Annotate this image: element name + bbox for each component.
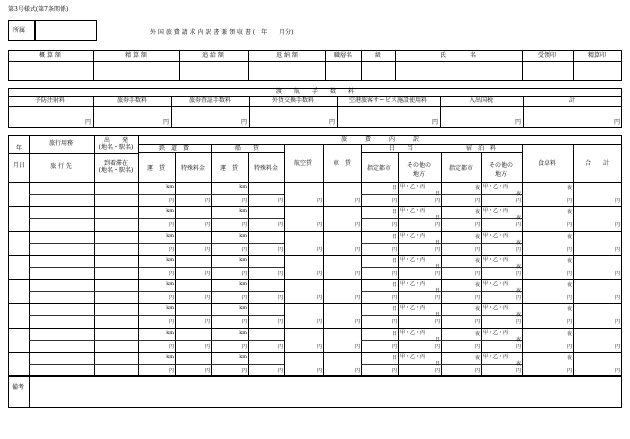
row-divider [8,328,622,329]
fee-header-vaccination: 予防注射料 [34,97,66,104]
row-half-divider [361,364,441,365]
lodging-other-night: 夜 [515,360,521,367]
lodging-designated-yen: 円 [474,198,480,205]
yen-unit: 円 [277,319,283,326]
yen-unit: 円 [204,319,210,326]
meal-night: 夜 [566,209,572,216]
yen-unit: 円 [354,367,360,374]
daily-other-day: 日 [434,312,440,319]
daily-other-yen: 円 [434,222,440,229]
row-half-divider [138,218,284,219]
affiliation-label: 所属 [13,27,26,34]
daily-designated-yen: 円 [391,343,397,350]
yen-unit: 円 [354,295,360,302]
yen-unit: 円 [168,343,174,350]
row-half-divider [361,267,441,268]
daily-other-day: 日 [434,191,440,197]
rail-km-unit: km [166,256,174,263]
meal-night: 夜 [566,330,572,337]
meal-yen: 円 [566,295,572,302]
lodging-other-night: 夜 [515,263,521,270]
lodging-designated-night: 夜 [474,185,480,191]
fee-yen-6: 円 [514,119,521,126]
summary-header-settlement: 精 算 額 [125,52,147,59]
yen-unit: 円 [354,270,360,277]
lodging-other-yen: 円 [515,319,521,326]
yen-unit: 円 [277,270,283,277]
daily-other-yen: 円 [434,295,440,302]
yen-unit: 円 [168,198,174,205]
yen-unit: 円 [241,319,247,326]
daily-other-day: 日 [434,239,440,246]
yen-unit: 円 [277,222,283,229]
daily-designated-yen: 円 [391,295,397,302]
rail-km-unit: km [166,353,174,360]
ship-km-unit: km [239,232,247,239]
row-half-divider [441,315,522,316]
summary-header-grade: 級 [374,52,382,59]
lodging-other-night: 夜 [515,191,521,197]
detail-arrival-label: 到着滞在 (地名・駅名) [98,160,134,174]
row-half-divider [29,291,138,292]
lodging-class-options: 甲・乙・丙 [483,208,509,215]
summary-header-settlement-seal: 精算印 [587,52,607,59]
meal-night: 夜 [566,185,572,191]
lodging-class-options: 甲・乙・丙 [483,256,509,263]
daily-other-yen: 円 [434,246,440,253]
daily-other-day: 日 [434,288,440,294]
daily-class-options: 甲・乙・丙 [400,353,426,360]
ship-km-unit: km [239,305,247,312]
daily-other-label: その他の 地方 [406,162,432,178]
meal-night: 夜 [566,233,572,240]
daily-designated-yen: 円 [391,222,397,229]
row-half-divider [361,291,441,292]
meal-yen: 円 [566,198,572,205]
row-half-divider [138,267,284,268]
rail-km-unit: km [166,232,174,239]
fee-header-departure-tax: 入出国税 [468,97,494,104]
form-title: 外 国 旅 費 請 求 内 訳 書 兼 領 収 書 ( 年 月分) [150,29,294,36]
total-yen: 円 [614,198,620,205]
summary-header-position: 職層名 [333,52,353,59]
yen-unit: 円 [277,246,283,253]
yen-unit: 円 [241,295,247,302]
row-divider [8,255,622,256]
lodging-class-options: 甲・乙・丙 [483,184,509,190]
rail-km-unit: km [166,184,174,190]
yen-unit: 円 [204,246,210,253]
fee-yen-5: 円 [431,119,438,126]
lodging-class-options: 甲・乙・丙 [483,353,509,360]
lodging-designated-yen: 円 [474,222,480,229]
total-yen: 円 [614,246,620,253]
meal-label: 食卓料 [537,160,557,167]
fee-yen-7: 円 [613,119,620,126]
daily-other-day: 日 [434,360,440,367]
lodging-designated-night: 夜 [474,330,480,337]
yen-unit: 円 [204,343,210,350]
daily-other-yen: 円 [434,198,440,205]
row-divider [8,303,622,304]
total-yen: 円 [614,343,620,350]
summary-header-refund: 返 納 額 [276,52,298,59]
air-fare-label: 航空賃 [293,160,313,167]
row-half-divider [29,267,138,268]
daily-other-yen: 円 [434,270,440,277]
row-half-divider [361,194,441,195]
rail-special-label: 特殊料金 [180,165,206,172]
detail-departure-label: 出 発 (地名・駅名) [98,137,134,151]
lodging-designated-yen: 円 [474,295,480,302]
lodging-designated-yen: 円 [474,319,480,326]
yen-unit: 円 [204,222,210,229]
lodging-designated-night: 夜 [474,257,480,264]
row-half-divider [361,243,441,244]
daily-designated-yen: 円 [391,319,397,326]
lodging-other-night: 夜 [515,312,521,319]
ship-km-unit: km [239,256,247,263]
yen-unit: 円 [316,343,322,350]
yen-unit: 円 [241,246,247,253]
summary-divider [8,61,622,62]
row-half-divider [441,194,522,195]
detail-year-label: 年 [15,145,23,152]
daily-designated-day: 日 [391,209,397,216]
lodging-other-label: その他の 地方 [488,162,514,178]
ship-km-unit: km [239,329,247,336]
yen-unit: 円 [168,319,174,326]
meal-night: 夜 [566,354,572,361]
meal-yen: 円 [566,246,572,253]
yen-unit: 円 [168,367,174,374]
row-half-divider [441,267,522,268]
summary-header-estimate: 概 算 額 [39,52,61,59]
row-half-divider [441,364,522,365]
row-divider [8,352,622,353]
daily-designated-yen: 円 [391,367,397,374]
yen-unit: 円 [354,319,360,326]
daily-designated-day: 日 [391,257,397,264]
lodging-other-night: 夜 [515,336,521,343]
summary-header-receipt-seal: 受領印 [537,52,557,59]
lodging-designated-yen: 円 [474,246,480,253]
yen-unit: 円 [241,198,247,205]
yen-unit: 円 [354,222,360,229]
fee-yen-1: 円 [84,119,91,126]
daily-class-options: 甲・乙・丙 [400,256,426,263]
yen-unit: 円 [204,198,210,205]
yen-unit: 円 [204,367,210,374]
ship-km-unit: km [239,208,247,215]
fee-yen-4: 円 [328,119,335,126]
fee-yen-2: 円 [162,119,169,126]
detail-rail-title: 鉄 道 費 [158,145,190,152]
affiliation-label-cell [8,20,35,41]
rail-km-unit: km [166,281,174,287]
summary-table [8,50,622,81]
fee-header-visa: 旅券査証手数料 [188,97,232,104]
yen-unit: 円 [316,246,322,253]
row-half-divider [138,243,284,244]
daily-designated-day: 日 [391,185,397,191]
yen-unit: 円 [168,270,174,277]
row-half-divider [138,194,284,195]
row-half-divider [29,194,138,195]
ship-fare-label: 運 賃 [219,165,239,172]
detail-month-day-label: 月日 [12,162,26,169]
row-half-divider [441,243,522,244]
total-label: 合 計 [584,160,610,167]
yen-unit: 円 [168,246,174,253]
detail-expenses-title: 旅 費 内 訳 [340,136,420,143]
yen-unit: 円 [316,270,322,277]
remarks-label: 備考 [12,384,25,391]
lodging-designated-night: 夜 [474,306,480,313]
rail-km-unit: km [166,305,174,312]
yen-unit: 円 [354,343,360,350]
daily-other-day: 日 [434,263,440,270]
lodging-other-yen: 円 [515,367,521,374]
row-half-divider [138,315,284,316]
daily-class-options: 甲・乙・丙 [400,208,426,215]
lodging-designated-yen: 円 [474,343,480,350]
lodging-other-yen: 円 [515,222,521,229]
summary-header-name: 氏 名 [439,52,477,59]
lodging-class-options: 甲・乙・丙 [483,281,509,287]
meal-night: 夜 [566,282,572,288]
ship-km-unit: km [239,353,247,360]
daily-class-options: 甲・乙・丙 [400,305,426,312]
row-divider [8,206,622,207]
form-number: 第3号様式(第7条関係) [8,6,69,13]
yen-unit: 円 [204,270,210,277]
lodging-designated-night: 夜 [474,282,480,288]
row-half-divider [29,364,138,365]
row-half-divider [441,291,522,292]
lodging-designated-night: 夜 [474,209,480,216]
yen-unit: 円 [241,270,247,277]
lodging-other-yen: 円 [515,343,521,350]
daily-class-options: 甲・乙・丙 [400,184,426,190]
yen-unit: 円 [316,295,322,302]
yen-unit: 円 [316,222,322,229]
daily-other-day: 日 [434,215,440,222]
fees-section-title: 渡 航 手 数 料 [275,88,355,95]
yen-unit: 円 [277,295,283,302]
daily-designated-day: 日 [391,330,397,337]
daily-designated-yen: 円 [391,198,397,205]
daily-other-yen: 円 [434,343,440,350]
lodging-other-night: 夜 [515,239,521,246]
lodging-class-options: 甲・乙・丙 [483,232,509,239]
daily-class-options: 甲・乙・丙 [400,232,426,239]
detail-purpose-label: 旅行用務 [48,140,74,147]
yen-unit: 円 [168,222,174,229]
daily-other-day: 日 [434,336,440,343]
detail-lodging-title: 宿 泊 料 [465,145,497,152]
yen-unit: 円 [277,367,283,374]
lodging-other-yen: 円 [515,270,521,277]
fee-header-airport: 空港旅客サービス施設使用料 [348,97,428,104]
car-fare-label: 車 賃 [332,160,352,167]
meal-night: 夜 [566,257,572,264]
row-half-divider [138,364,284,365]
summary-header-additional: 追 給 額 [202,52,224,59]
lodging-designated-night: 夜 [474,233,480,240]
lodging-other-yen: 円 [515,295,521,302]
yen-unit: 円 [354,198,360,205]
yen-unit: 円 [354,246,360,253]
lodging-designated-night: 夜 [474,354,480,361]
yen-unit: 円 [241,343,247,350]
total-yen: 円 [614,295,620,302]
total-yen: 円 [614,222,620,229]
detail-daily-title: 日 当 [388,145,414,152]
fee-yen-3: 円 [240,119,247,126]
lodging-class-options: 甲・乙・丙 [483,329,509,336]
ship-special-label: 特殊料金 [253,165,279,172]
daily-designated-yen: 円 [391,246,397,253]
daily-other-yen: 円 [434,367,440,374]
yen-unit: 円 [277,198,283,205]
lodging-designated-yen: 円 [474,367,480,374]
lodging-designated-label: 指定都市 [448,165,474,172]
daily-class-options: 甲・乙・丙 [400,329,426,336]
meal-yen: 円 [566,222,572,229]
yen-unit: 円 [277,343,283,350]
yen-unit: 円 [316,367,322,374]
daily-other-yen: 円 [434,319,440,326]
daily-designated-yen: 円 [391,270,397,277]
lodging-other-yen: 円 [515,246,521,253]
total-yen: 円 [614,319,620,326]
fee-header-passport: 旅券手数料 [116,97,148,104]
row-divider [8,279,622,280]
detail-destination-label: 旅 行 先 [50,163,72,170]
meal-night: 夜 [566,306,572,313]
lodging-other-yen: 円 [515,198,521,205]
yen-unit: 円 [168,295,174,302]
row-half-divider [138,291,284,292]
fee-header-total: 計 [568,97,576,104]
row-half-divider [29,315,138,316]
daily-designated-day: 日 [391,306,397,313]
affiliation-value-cell[interactable] [35,20,97,41]
row-half-divider [441,340,522,341]
rail-km-unit: km [166,208,174,215]
meal-yen: 円 [566,367,572,374]
row-divider [8,231,622,232]
remarks-box [8,376,622,408]
daily-class-options: 甲・乙・丙 [400,281,426,287]
lodging-other-night: 夜 [515,288,521,294]
row-half-divider [441,218,522,219]
yen-unit: 円 [241,367,247,374]
lodging-designated-yen: 円 [474,270,480,277]
ship-km-unit: km [239,184,247,190]
meal-yen: 円 [566,270,572,277]
ship-km-unit: km [239,281,247,287]
row-half-divider [138,340,284,341]
row-half-divider [361,315,441,316]
total-yen: 円 [614,270,620,277]
yen-unit: 円 [204,295,210,302]
yen-unit: 円 [241,222,247,229]
row-half-divider [29,243,138,244]
rail-km-unit: km [166,329,174,336]
meal-yen: 円 [566,319,572,326]
yen-unit: 円 [316,198,322,205]
rail-fare-label: 運 賃 [146,165,166,172]
daily-designated-day: 日 [391,233,397,240]
detail-ship-title: 船 賃 [234,145,260,152]
yen-unit: 円 [316,319,322,326]
lodging-other-night: 夜 [515,215,521,222]
row-half-divider [29,340,138,341]
lodging-class-options: 甲・乙・丙 [483,305,509,312]
row-half-divider [361,340,441,341]
daily-designated-day: 日 [391,282,397,288]
row-half-divider [361,218,441,219]
meal-yen: 円 [566,343,572,350]
row-half-divider [29,218,138,219]
daily-designated-label: 指定都市 [366,165,392,172]
daily-designated-day: 日 [391,354,397,361]
fee-header-exchange: 外貨交換手数料 [271,97,315,104]
total-yen: 円 [614,367,620,374]
